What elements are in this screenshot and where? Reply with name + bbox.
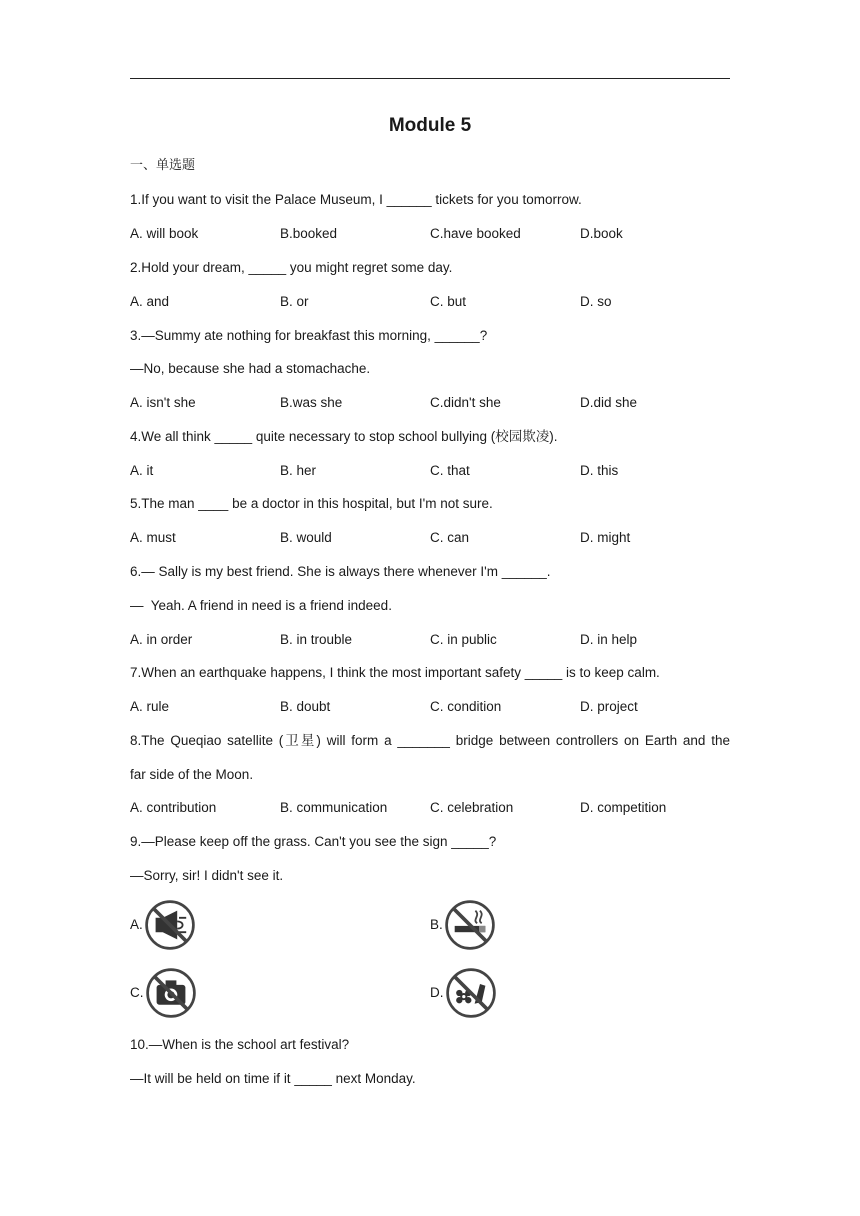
q3-option-a: A. isn't she <box>130 395 196 410</box>
question-8-stem: 8.The Queqiao satellite (卫星) will form a _______ bridge between controllers on Earth and the <box>130 733 730 748</box>
question-8-stem-continued: far side of the Moon. <box>130 767 254 782</box>
q2-option-d: D. so <box>580 294 612 309</box>
q4-option-a: A. it <box>130 463 154 478</box>
q2-option-c: C. but <box>430 294 467 309</box>
header-rule <box>130 78 730 79</box>
q9-option-d-label: D. <box>430 985 444 1000</box>
no-photography-icon <box>144 966 198 1020</box>
q3-option-b: B.was she <box>280 395 343 410</box>
q2-option-b: B. or <box>280 294 309 309</box>
q1-option-c: C.have booked <box>430 226 521 241</box>
q3-option-d: D.did she <box>580 395 638 410</box>
q9-option-d <box>430 966 498 1020</box>
q8-option-d: D. competition <box>580 800 667 815</box>
q9-option-c-label: C. <box>130 985 144 1000</box>
q4-option-d: D. this <box>580 463 619 478</box>
page-title: Module 5 <box>388 115 472 136</box>
q8-option-c: C. celebration <box>430 800 514 815</box>
question-3-stem: 3.—Summy ate nothing for breakfast this morning, ______? <box>130 328 488 343</box>
q5-option-a: A. must <box>130 530 176 545</box>
q9-option-b-label: B. <box>430 917 443 932</box>
question-2-stem: 2.Hold your dream, _____ you might regret some day. <box>130 260 453 275</box>
question-10-response: —It will be held on time if it _____ next Monday. <box>130 1071 416 1086</box>
question-5-stem: 5.The man ____ be a doctor in this hospital, but I'm not sure. <box>130 496 493 511</box>
q3-option-c: C.didn't she <box>430 395 501 410</box>
q9-option-c <box>130 966 198 1020</box>
question-9-response: —Sorry, sir! I didn't see it. <box>130 868 284 883</box>
q1-option-a: A. will book <box>130 226 199 241</box>
question-3-response: —No, because she had a stomachache. <box>130 361 371 376</box>
no-picking-flowers-icon <box>444 966 498 1020</box>
q7-option-c: C. condition <box>430 699 502 714</box>
q6-option-b: B. in trouble <box>280 632 353 647</box>
q7-option-a: A. rule <box>130 699 170 714</box>
question-1-stem: 1.If you want to visit the Palace Museum, I ______ tickets for you tomorrow. <box>130 192 582 207</box>
question-6-response: — Yeah. A friend in need is a friend indeed. <box>130 598 392 613</box>
q6-option-d: D. in help <box>580 632 638 647</box>
q4-option-b: B. her <box>280 463 317 478</box>
section-heading: 一、单选题 <box>130 158 196 173</box>
question-4-stem: 4.We all think _____ quite necessary to stop school bullying (校园欺凌). <box>130 429 558 444</box>
q8-option-a: A. contribution <box>130 800 217 815</box>
q1-option-b: B.booked <box>280 226 338 241</box>
q4-option-c: C. that <box>430 463 470 478</box>
question-6-stem: 6.— Sally is my best friend. She is always there whenever I'm ______. <box>130 564 551 579</box>
q9-option-a <box>130 898 197 952</box>
q8-option-b: B. communication <box>280 800 388 815</box>
q5-option-b: B. would <box>280 530 332 545</box>
no-horn-icon <box>143 898 197 952</box>
q5-option-c: C. can <box>430 530 470 545</box>
q9-option-a-label: A. <box>130 917 143 932</box>
q9-option-b <box>430 898 497 952</box>
q1-option-d: D.book <box>580 226 623 241</box>
question-7-stem: 7.When an earthquake happens, I think the most important safety _____ is to keep calm. <box>130 665 660 680</box>
question-10-stem: 10.—When is the school art festival? <box>130 1037 350 1052</box>
q7-option-b: B. doubt <box>280 699 331 714</box>
question-9-stem: 9.—Please keep off the grass. Can't you see the sign _____? <box>130 834 497 849</box>
q6-option-a: A. in order <box>130 632 193 647</box>
q2-option-a: A. and <box>130 294 170 309</box>
q5-option-d: D. might <box>580 530 631 545</box>
q6-option-c: C. in public <box>430 632 497 647</box>
no-smoking-icon <box>443 898 497 952</box>
q7-option-d: D. project <box>580 699 638 714</box>
